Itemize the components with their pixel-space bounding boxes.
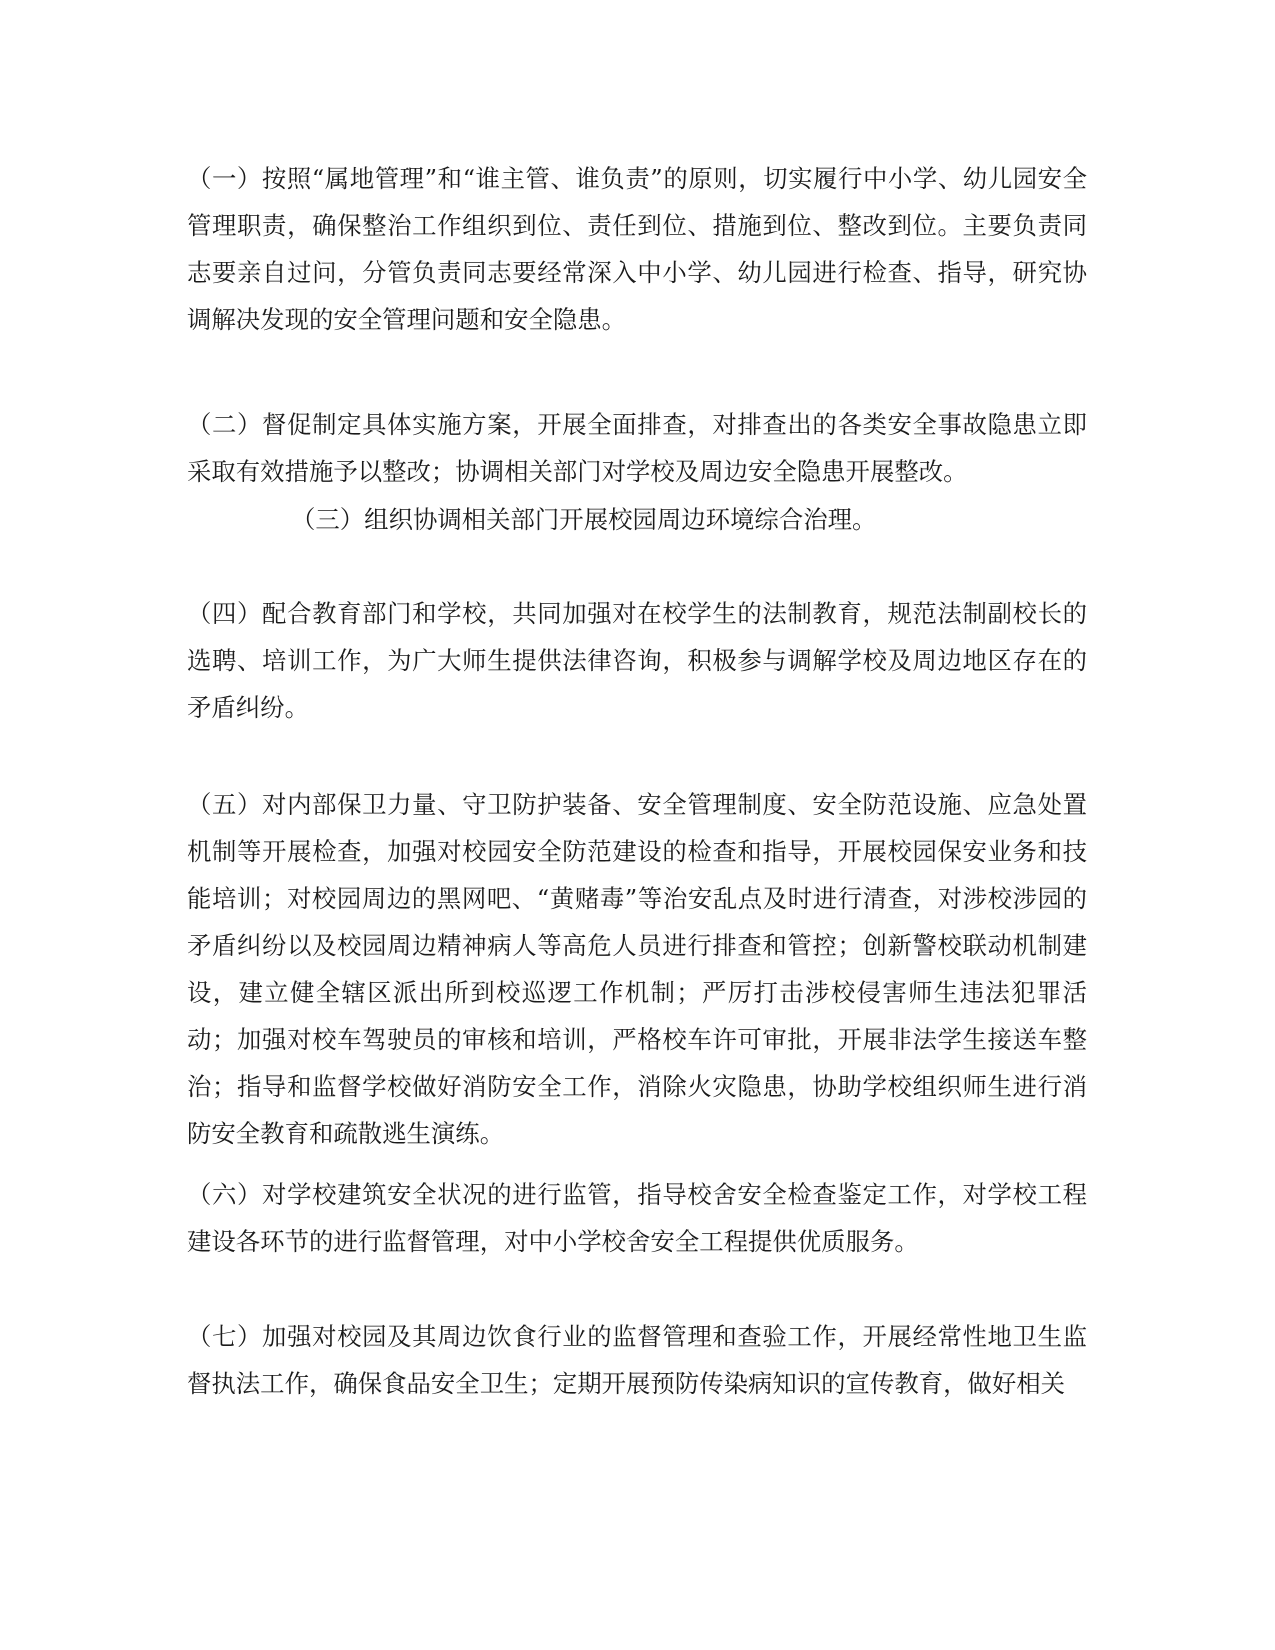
paragraph-4: （四）配合教育部门和学校，共同加强对在校学生的法制教育，规范法制副校长的选聘、培训工作，为广大师生提供法律咨询，积极参与调解学校及周边地区存在的矛盾纠纷。 [187,599,1087,722]
paragraph-3: （三）组织协调相关部门开展校园周边环境综合治理。 [291,505,877,534]
paragraph-5: （五）对内部保卫力量、守卫防护装备、安全管理制度、安全防范设施、应急处置机制等开展检查，加强对校园安全防范建设的检查和指导，开展校园保安业务和技能培训；对校园周边的黑网吧、“黄赌毒”等治安乱点及时进行清查，对涉校涉园的矛盾纠纷以及校园周边精神病人等高危人员进行排查和管控；创新警校联动机制建设，建立健全辖区派出所到校巡逻工作机制；严厉打击涉校侵害师生违法犯罪活动；加强对校车驾驶员的审核和培训，严格校车许可审批，开展非法学生接送车整治；指导和监督学校做好消防安全工作，消除火灾隐患，协助学校组织师生进行消防安全教育和疏散逃生演练。 [187,790,1087,1148]
paragraph-7: （七）加强对校园及其周边饮食行业的监督管理和查验工作，开展经常性地卫生监督执法工作，确保食品安全卫生；定期开展预防传染病知识的宣传教育，做好相关 [187,1322,1087,1398]
paragraph-2: （二）督促制定具体实施方案，开展全面排查，对排查出的各类安全事故隐患立即采取有效措施予以整改；协调相关部门对学校及周边安全隐患开展整改。 [187,410,1087,486]
paragraph-6: （六）对学校建筑安全状况的进行监管，指导校舍安全检查鉴定工作，对学校工程建设各环节的进行监督管理，对中小学校舍安全工程提供优质服务。 [187,1180,1087,1256]
paragraph-1: （一）按照“属地管理”和“谁主管、谁负责”的原则，切实履行中小学、幼儿园安全管理职责，确保整治工作组织到位、责任到位、措施到位、整改到位。主要负责同志要亲自过问，分管负责同志要经常深入中小学、幼儿园进行检查、指导，研究协调解决发现的安全管理问题和安全隐患。 [187,164,1087,334]
